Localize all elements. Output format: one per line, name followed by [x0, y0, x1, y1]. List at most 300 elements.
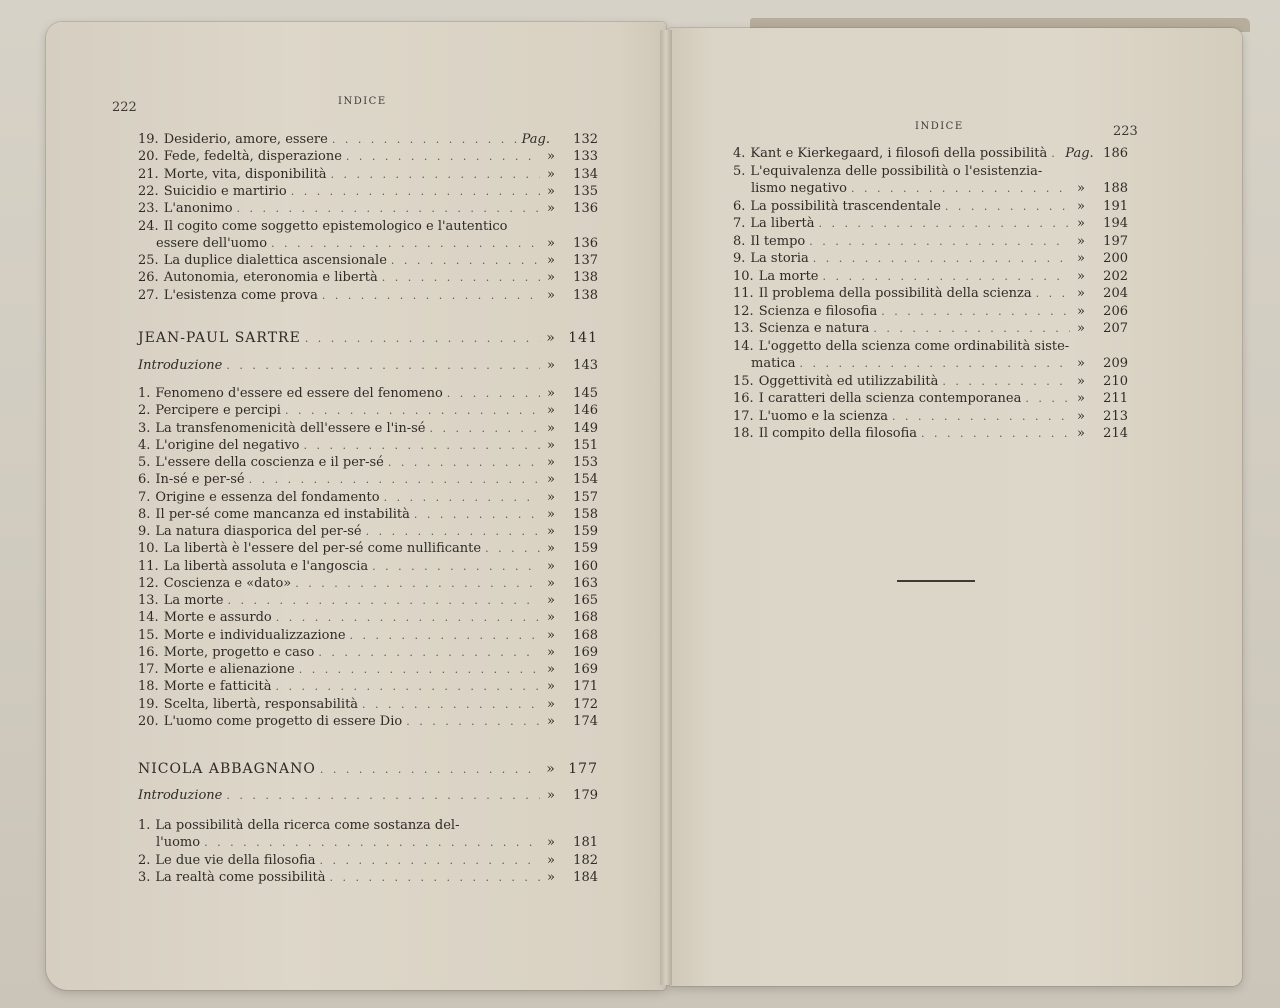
dot-leader — [823, 270, 1071, 283]
ditto-mark: » — [547, 472, 555, 488]
toc-entry-number: 3. — [138, 420, 151, 436]
ditto-mark: » — [1077, 233, 1085, 249]
dot-leader — [285, 404, 540, 417]
toc-entry-number: 4. — [733, 146, 746, 161]
toc-entry-title — [138, 201, 233, 216]
ditto-mark: » — [547, 713, 555, 729]
toc-entry-title — [733, 356, 796, 371]
ditto-mark: » — [1077, 408, 1085, 424]
toc-entry-text: La morte — [758, 268, 819, 284]
toc-entry-number: 16. — [138, 644, 159, 660]
toc-entry-title — [138, 219, 507, 234]
toc-entry-number: 7. — [733, 216, 746, 231]
toc-entry — [138, 253, 598, 268]
toc-entry-title — [138, 403, 281, 418]
toc-page-number: 159 — [573, 541, 598, 557]
dot-leader — [892, 410, 1070, 423]
toc-entry — [733, 269, 1128, 284]
dot-leader — [800, 357, 1071, 370]
toc-entry — [138, 472, 598, 487]
toc-page-number: 133 — [573, 149, 598, 165]
dot-leader — [331, 168, 540, 181]
toc-page-number: 168 — [573, 610, 598, 626]
toc-entry-text: Autonomia, eteronomia e libertà — [163, 270, 378, 286]
toc-page-number: 204 — [1103, 286, 1128, 301]
toc-entry — [138, 288, 598, 303]
toc-entry-title — [138, 288, 318, 303]
ditto-mark: » — [1077, 321, 1085, 336]
toc-entry-number: 12. — [138, 575, 159, 591]
toc-entry-number: 18. — [138, 679, 159, 695]
toc-entry-title — [138, 576, 291, 591]
toc-entry — [138, 507, 598, 522]
dot-leader — [1025, 392, 1070, 405]
toc-entry-title — [138, 270, 378, 285]
toc-entry-title — [138, 662, 295, 677]
toc-entry-title — [733, 426, 917, 441]
toc-entry — [138, 628, 598, 643]
ditto-mark: » — [547, 235, 555, 251]
toc-entry-title — [138, 559, 368, 574]
dot-leader — [414, 508, 540, 521]
toc-page-number: 153 — [573, 455, 598, 470]
toc-page-number: 168 — [573, 627, 598, 643]
toc-entry-title — [138, 524, 362, 539]
dot-leader — [330, 871, 540, 884]
toc-entry-number: 11. — [733, 286, 754, 301]
toc-entry-text: Oggettività ed utilizzabilità — [758, 373, 939, 389]
ditto-mark: » — [1077, 303, 1085, 319]
toc-entry-title — [138, 438, 300, 453]
toc-page-number: 211 — [1103, 391, 1128, 406]
toc-entry — [138, 490, 598, 505]
ditto-mark: » — [1077, 268, 1085, 284]
toc-entry-title — [733, 409, 888, 424]
dot-leader — [276, 680, 541, 693]
toc-entry — [733, 409, 1128, 424]
ditto-mark: » — [547, 270, 555, 286]
pag-label: Pag. — [1065, 146, 1094, 161]
toc-entry-title — [138, 853, 316, 868]
toc-entry-text: Morte e alienazione — [163, 662, 295, 677]
toc-entry-text: Il compito della filosofia — [758, 426, 917, 441]
toc-entry-text: L'essere della coscienza e il per-sé — [155, 455, 384, 470]
toc-entry-title — [138, 421, 425, 436]
toc-entry-number: 1. — [138, 818, 151, 833]
toc-entry-number: 6. — [733, 198, 746, 214]
toc-page-number: 172 — [573, 696, 598, 712]
toc-entry-title — [138, 541, 481, 556]
toc-page-number: 157 — [573, 489, 598, 505]
toc-page-number: 179 — [573, 788, 598, 803]
toc-page-number: 182 — [573, 852, 598, 868]
toc-entry — [138, 853, 598, 868]
dot-leader — [382, 271, 540, 284]
toc-page-number: 186 — [1103, 146, 1128, 161]
ditto-mark: » — [547, 541, 555, 557]
dot-leader — [391, 254, 540, 267]
toc-page-number: 165 — [573, 593, 598, 608]
toc-entry — [138, 236, 598, 251]
toc-entry — [138, 576, 598, 591]
toc-entry-title — [138, 167, 327, 182]
toc-entry-title — [138, 679, 272, 694]
dot-leader — [305, 332, 540, 345]
book-spine — [660, 30, 672, 985]
toc-page-number: 154 — [573, 472, 598, 488]
toc-entry-text: La duplice dialettica ascensionale — [163, 253, 387, 269]
toc-entry — [138, 270, 598, 285]
toc-entry-text: Kant e Kierkegaard, i filosofi della possibilità — [750, 146, 1048, 161]
toc-entry-text: In-sé e per-sé — [155, 472, 245, 488]
toc-entry — [138, 541, 598, 556]
toc-entry-text: Le due vie della filosofia — [155, 852, 316, 868]
toc-entry-number: 17. — [138, 662, 159, 677]
toc-entry — [138, 403, 598, 418]
toc-page-number: 138 — [573, 270, 598, 286]
toc-page-number: 163 — [573, 575, 598, 591]
toc-entry-text: Morte, progetto e caso — [163, 644, 315, 660]
toc-page-number: 159 — [573, 524, 598, 539]
toc-entry-title — [138, 628, 346, 643]
toc-entry-text: La possibilità della ricerca come sostanza del- — [155, 818, 460, 833]
dot-leader — [388, 456, 540, 469]
toc-page-number: 146 — [573, 403, 598, 419]
toc-page-number: 141 — [568, 330, 598, 346]
toc-entry-title — [138, 788, 222, 803]
toc-entry-number: 8. — [138, 506, 151, 522]
ditto-mark: » — [1077, 426, 1085, 441]
toc-entry-number: 8. — [733, 233, 746, 249]
toc-entry — [733, 339, 1128, 354]
toc-entry — [138, 645, 598, 660]
toc-entry-title — [138, 149, 342, 164]
toc-entry-text: Scelta, libertà, responsabilità — [163, 696, 359, 712]
toc-entry — [733, 304, 1128, 319]
dot-leader — [921, 427, 1070, 440]
ditto-mark: » — [547, 575, 555, 591]
toc-page-number: 136 — [573, 201, 598, 217]
toc-entry-number: 25. — [138, 253, 159, 269]
toc-entry-text: L'equivalenza delle possibilità o l'esistenzia- — [750, 163, 1043, 179]
toc-entry-title — [138, 236, 267, 251]
ditto-mark: » — [547, 788, 555, 803]
toc-entry-number: 13. — [138, 593, 159, 608]
dot-leader — [429, 422, 540, 435]
ditto-mark: » — [547, 627, 555, 643]
toc-page-number: 151 — [573, 437, 598, 453]
toc-page-number: 207 — [1103, 321, 1128, 336]
toc-entry-text: Desiderio, amore, essere — [163, 132, 328, 147]
dot-leader — [226, 359, 540, 372]
toc-entry-number: 9. — [138, 524, 151, 539]
toc-entry — [138, 219, 598, 234]
ditto-mark: » — [547, 420, 555, 436]
section-heading-sartre — [138, 330, 598, 346]
toc-entry-title — [138, 835, 200, 850]
toc-entry-text: Morte e assurdo — [163, 610, 272, 626]
toc-entry-number: 22. — [138, 183, 159, 199]
toc-page-number: 209 — [1103, 356, 1128, 371]
toc-entry-number: 15. — [138, 627, 159, 643]
toc-entry — [138, 421, 598, 436]
toc-page-number: 214 — [1103, 426, 1128, 441]
toc-page-number: 197 — [1103, 233, 1128, 249]
toc-entry-title — [733, 391, 1021, 406]
toc-entry-text: JEAN-PAUL SARTRE — [138, 330, 301, 346]
toc-entry-title — [733, 164, 1042, 179]
toc-entry-title — [138, 253, 387, 268]
ditto-mark: » — [547, 183, 555, 199]
toc-entry — [733, 356, 1128, 371]
toc-entry-number: 17. — [733, 408, 754, 424]
ditto-mark: » — [547, 696, 555, 712]
dot-leader — [291, 185, 540, 198]
toc-entry-text: Morte e individualizzazione — [163, 627, 346, 643]
dot-leader — [320, 763, 540, 776]
toc-entry-text: Il problema della possibilità della scienza — [758, 286, 1032, 301]
toc-entry-title — [138, 714, 402, 729]
toc-entry-title — [733, 146, 1047, 161]
toc-entry — [733, 286, 1128, 301]
dot-leader — [945, 200, 1070, 213]
toc-entry-title — [138, 386, 443, 401]
toc-entry — [138, 714, 598, 729]
toc-entry-number: 16. — [733, 391, 754, 406]
toc-page-number: 135 — [573, 183, 598, 199]
toc-entry-text: La libertà — [750, 216, 815, 231]
toc-page-number: 210 — [1103, 373, 1128, 389]
toc-entry — [733, 251, 1128, 266]
toc-entry — [733, 164, 1128, 179]
toc-entry-title — [138, 593, 224, 608]
toc-entry-title — [138, 472, 245, 487]
toc-page-number: 158 — [573, 506, 598, 522]
dot-leader — [299, 663, 540, 676]
toc-entry-text: Morte, vita, disponibilità — [163, 166, 327, 182]
toc-entry — [138, 559, 598, 574]
toc-entry — [138, 818, 598, 833]
ditto-mark: » — [547, 253, 555, 269]
toc-entry-text: Morte e fatticità — [163, 679, 272, 695]
toc-entry-number: 5. — [733, 163, 746, 179]
toc-entry — [733, 391, 1128, 406]
ditto-mark: » — [1077, 373, 1085, 389]
toc-entry-text: Fenomeno d'essere ed essere del fenomeno — [155, 386, 443, 401]
toc-entry — [138, 149, 598, 164]
dot-leader — [851, 182, 1070, 195]
toc-entry-title — [138, 455, 384, 470]
right-page-number: 223 — [1113, 124, 1138, 139]
ditto-mark: » — [547, 869, 555, 885]
dot-leader — [226, 789, 540, 802]
toc-entry-text: L'uomo come progetto di essere Dio — [163, 713, 403, 729]
toc-entry-title — [733, 251, 809, 266]
toc-entry-title — [138, 645, 314, 660]
ditto-mark: » — [1077, 356, 1085, 371]
toc-entry-number: 21. — [138, 166, 159, 182]
toc-entry-text: Scienza e natura — [758, 321, 870, 336]
ditto-mark: » — [1077, 251, 1085, 266]
ditto-mark: » — [547, 835, 555, 851]
toc-entry-text: l'uomo — [156, 835, 201, 851]
dot-leader — [873, 322, 1070, 335]
toc-entry-text: matica — [751, 356, 796, 371]
dot-leader — [318, 646, 540, 659]
toc-entry-title — [733, 304, 877, 319]
toc-entry-text: essere dell'uomo — [156, 235, 268, 251]
toc-page-number: 136 — [573, 235, 598, 251]
dot-leader — [249, 473, 540, 486]
dot-leader — [384, 491, 540, 504]
toc-entry — [138, 697, 598, 712]
toc-entry-number: 18. — [733, 426, 754, 441]
toc-entry — [733, 181, 1128, 196]
toc-entry-title — [138, 761, 316, 777]
toc-entry — [138, 167, 598, 182]
dot-leader — [204, 836, 540, 849]
toc-entry-title — [733, 199, 941, 214]
dot-leader — [320, 854, 540, 867]
toc-entry-number: 23. — [138, 201, 159, 217]
toc-entry-number: 24. — [138, 218, 159, 234]
toc-page-number: 169 — [573, 662, 598, 677]
toc-entry-text: Suicidio e martirio — [163, 183, 287, 199]
ditto-mark: » — [547, 358, 555, 373]
ditto-mark: » — [547, 149, 555, 165]
toc-entry-title — [733, 321, 869, 336]
ditto-mark: » — [547, 455, 555, 470]
toc-entry — [138, 386, 598, 401]
toc-entry-title — [138, 818, 459, 833]
ditto-mark: » — [546, 330, 556, 346]
toc-entry-number: 2. — [138, 403, 151, 419]
dot-leader — [346, 150, 540, 163]
ditto-mark: » — [547, 386, 555, 401]
toc-entry — [733, 426, 1128, 441]
toc-entry-title — [138, 507, 410, 522]
toc-entry-text: La morte — [163, 593, 224, 608]
toc-entry-title — [138, 490, 380, 505]
toc-entry-text: L'origine del negativo — [155, 437, 300, 453]
toc-entry-text: NICOLA ABBAGNANO — [138, 761, 316, 777]
ditto-mark: » — [547, 287, 555, 303]
dot-leader — [295, 577, 540, 590]
toc-page-number: 160 — [573, 558, 598, 574]
left-page-number: 222 — [112, 100, 137, 115]
ditto-mark: » — [547, 403, 555, 419]
toc-entry — [138, 132, 598, 147]
toc-page-number: 171 — [573, 679, 598, 695]
toc-entry-text: Percipere e percipi — [155, 403, 281, 419]
toc-entry — [138, 184, 598, 199]
toc-entry — [733, 146, 1128, 161]
dot-leader — [350, 629, 540, 642]
dot-leader — [332, 133, 518, 146]
ditto-mark: » — [547, 593, 555, 608]
toc-entry-text: Il cogito come soggetto epistemologico e l'autentico — [163, 218, 508, 234]
toc-page-number: 137 — [573, 253, 598, 269]
toc-entry — [733, 321, 1128, 336]
dot-leader — [276, 611, 540, 624]
dot-leader — [485, 542, 540, 555]
ditto-mark: » — [1077, 286, 1085, 301]
toc-entry-number: 9. — [733, 251, 746, 266]
toc-entry-title — [733, 374, 938, 389]
ditto-mark: » — [547, 201, 555, 217]
toc-entry-number: 7. — [138, 489, 151, 505]
section-heading-abbagnano — [138, 761, 598, 777]
pag-label: Pag. — [521, 132, 550, 147]
ditto-mark: » — [547, 662, 555, 677]
toc-entry — [138, 201, 598, 216]
toc-entry-number: 14. — [733, 338, 754, 354]
intro-entry — [138, 788, 598, 803]
toc-entry-number: 1. — [138, 386, 151, 401]
dot-leader — [322, 289, 540, 302]
toc-entry-text: La realtà come possibilità — [155, 869, 326, 885]
toc-entry-text: La natura diasporica del per-sé — [155, 524, 362, 539]
toc-entry-text: Il per-sé come mancanza ed instabilità — [155, 506, 410, 522]
toc-entry-text: Fede, fedeltà, disperazione — [163, 149, 342, 165]
dot-leader — [366, 525, 540, 538]
toc-entry-title — [138, 610, 272, 625]
toc-entry-title — [733, 181, 847, 196]
toc-entry-number: 6. — [138, 472, 151, 488]
ditto-mark: » — [547, 679, 555, 695]
toc-page-number: 188 — [1103, 181, 1128, 196]
toc-page-number: 191 — [1103, 198, 1128, 214]
toc-entry-title — [733, 339, 1069, 354]
toc-entry-text: La libertà assoluta e l'angoscia — [163, 558, 369, 574]
toc-entry-number: 14. — [138, 610, 159, 626]
ditto-mark: » — [547, 610, 555, 626]
toc-page-number: 200 — [1103, 251, 1128, 266]
toc-page-number: 169 — [573, 644, 598, 660]
toc-entry-title — [733, 216, 814, 231]
toc-entry-title — [733, 234, 805, 249]
toc-entry-number: 3. — [138, 869, 151, 885]
ditto-mark: » — [546, 761, 556, 777]
toc-entry — [733, 216, 1128, 231]
toc-entry — [138, 593, 598, 608]
toc-entry-text: La possibilità trascendentale — [750, 198, 941, 214]
toc-entry-title — [733, 269, 819, 284]
dot-leader — [372, 560, 540, 573]
toc-page-number: 145 — [573, 386, 598, 401]
ditto-mark: » — [1077, 391, 1085, 406]
toc-page-number: 134 — [573, 166, 598, 182]
toc-entry-title — [138, 358, 222, 373]
toc-page-number: 194 — [1103, 216, 1128, 231]
intro-entry — [138, 358, 598, 373]
dot-leader — [406, 715, 540, 728]
toc-entry-number: 10. — [733, 268, 754, 284]
toc-entry-number: 15. — [733, 373, 754, 389]
toc-entry-text: L'uomo e la scienza — [758, 408, 889, 424]
toc-page-number: 181 — [573, 835, 598, 851]
ditto-mark: » — [547, 489, 555, 505]
dot-leader — [447, 387, 540, 400]
toc-entry — [733, 234, 1128, 249]
dot-leader — [304, 439, 541, 452]
ditto-mark: » — [1077, 216, 1085, 231]
toc-page-number: 206 — [1103, 303, 1128, 319]
toc-entry-title — [138, 870, 326, 885]
ditto-mark: » — [547, 166, 555, 182]
ditto-mark: » — [547, 852, 555, 868]
ditto-mark: » — [547, 506, 555, 522]
